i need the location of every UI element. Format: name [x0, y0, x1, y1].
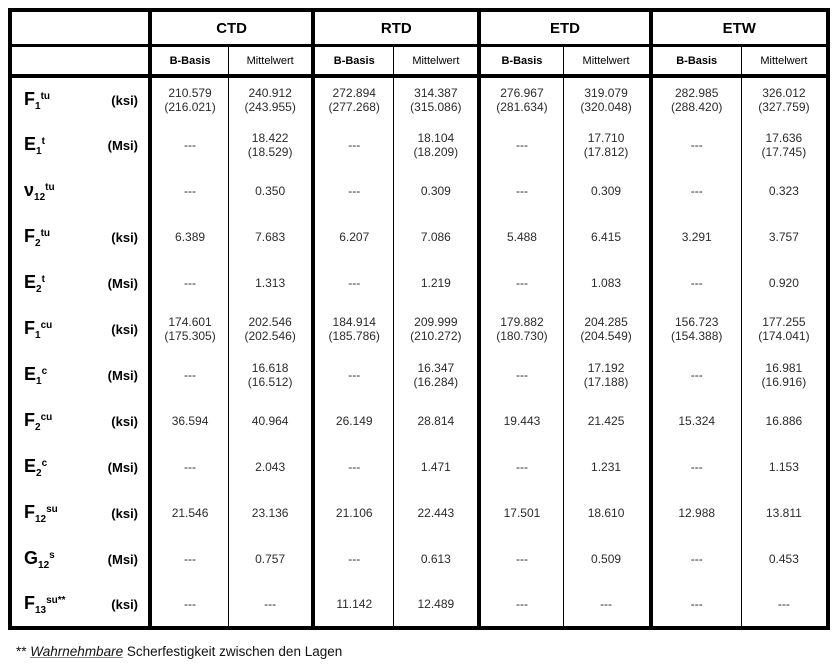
col-header-b-basis: B-Basis: [150, 46, 229, 77]
property-unit: (ksi): [111, 92, 139, 108]
property-unit: (Msi): [107, 275, 139, 291]
value-cell-rtd-b-basis: ---: [313, 352, 394, 398]
group-header-row: [10, 10, 828, 46]
value-cell-etw-b-basis: ---: [651, 168, 742, 214]
value-cell-etw-mittelwert: 0.453: [768, 552, 799, 566]
value-cell-etd-mittelwert: 204.285 (204.549): [563, 306, 651, 352]
value-cell-rtd-mittelwert: 1.471: [394, 444, 480, 490]
value-cell-rtd-b-basis: ---: [313, 260, 394, 306]
property-symbol: $E_2^t$: [24, 271, 45, 295]
value-cell-etw-b-basis: 156.723 (154.388): [651, 306, 742, 352]
value-cell-rtd-mittelwert: 22.443: [394, 490, 480, 536]
row-label: [10, 76, 150, 122]
value-cell-etw-b-basis: ---: [651, 352, 742, 398]
value-cell-etd-mittelwert: 0.509: [563, 536, 651, 582]
value-cell-ctd-b-basis: 6.389: [150, 214, 229, 260]
material-properties-table: [8, 8, 830, 630]
property-symbol: $F_1^{tu}$: [24, 88, 51, 112]
value-cell-etd-b-basis: 5.488: [479, 214, 563, 260]
value-cell-etd-mittelwert: 17.710 (17.812): [563, 122, 651, 168]
value-cell-ctd-b-basis: ---: [150, 582, 229, 628]
table-row: [10, 122, 828, 168]
value-cell-ctd-b-basis: ---: [150, 122, 229, 168]
table-row: [10, 168, 828, 214]
value-cell-etw-mittelwert: 326.012 (327.759): [758, 86, 810, 114]
value-cell-rtd-b-basis: ---: [313, 536, 394, 582]
property-unit: (Msi): [107, 459, 139, 475]
col-header-mittelwert: Mittelwert: [563, 46, 651, 77]
table-body: [10, 76, 828, 628]
value-cell-ctd-b-basis: ---: [150, 444, 229, 490]
value-cell-etd-mittelwert: 0.309: [563, 168, 651, 214]
col-header-b-basis: B-Basis: [479, 46, 563, 77]
value-cell-rtd-mittelwert: 209.999 (210.272): [394, 306, 480, 352]
table-row: [10, 490, 828, 536]
footnote-emphasis: Wahrnehmbare: [30, 644, 124, 659]
property-symbol: $E_1^t$: [24, 133, 45, 157]
row-label: [10, 398, 150, 444]
value-cell-etw-b-basis: 15.324: [651, 398, 742, 444]
value-cell-ctd-mittelwert: 7.683: [229, 214, 314, 260]
value-cell-ctd-b-basis: 174.601 (175.305): [150, 306, 229, 352]
value-cell-rtd-b-basis: 272.894 (277.268): [313, 76, 394, 122]
table-row: [10, 352, 828, 398]
value-cell-etw-b-basis: ---: [651, 536, 742, 582]
col-header-b-basis: B-Basis: [651, 46, 742, 77]
value-cell-etw-mittelwert: 0.920: [768, 276, 799, 290]
property-unit: (Msi): [107, 367, 139, 383]
value-cell-ctd-mittelwert: ---: [229, 582, 314, 628]
value-cell-ctd-mittelwert: 18.422 (18.529): [229, 122, 314, 168]
value-cell-etd-b-basis: ---: [479, 352, 563, 398]
property-symbol: $E_1^c$: [24, 363, 48, 387]
value-cell-etw-b-basis: 3.291: [651, 214, 742, 260]
value-cell-etd-mittelwert: 319.079 (320.048): [563, 76, 651, 122]
table-row: [10, 582, 828, 628]
group-header-ctd: CTD: [150, 10, 313, 46]
row-label: [10, 490, 150, 536]
table-row: [10, 306, 828, 352]
value-cell-etd-b-basis: ---: [479, 122, 563, 168]
col-header-b-basis: B-Basis: [313, 46, 394, 77]
value-cell-rtd-b-basis: 21.106: [313, 490, 394, 536]
value-cell-etw-mittelwert: 17.636 (17.745): [761, 131, 807, 159]
property-symbol: $E_2^c$: [24, 455, 48, 479]
value-cell-ctd-mittelwert: 1.313: [229, 260, 314, 306]
value-cell-etw-b-basis: ---: [651, 260, 742, 306]
value-cell-etd-mittelwert: 1.083: [563, 260, 651, 306]
value-cell-etd-b-basis: 17.501: [479, 490, 563, 536]
property-unit: (ksi): [111, 229, 139, 245]
row-label: [10, 536, 150, 582]
value-cell-etd-b-basis: 19.443: [479, 398, 563, 444]
value-cell-etw-mittelwert: 0.323: [768, 184, 799, 198]
value-cell-etw-mittelwert: 1.153: [768, 460, 799, 474]
value-cell-etd-b-basis: 179.882 (180.730): [479, 306, 563, 352]
value-cell-etw-mittelwert: 177.255 (174.041): [758, 315, 810, 343]
value-cell-ctd-mittelwert: 0.757: [229, 536, 314, 582]
col-header-mittelwert: Mittelwert: [394, 46, 480, 77]
value-cell-etd-mittelwert: 18.610: [563, 490, 651, 536]
value-cell-etw-mittelwert: 16.886: [765, 414, 803, 428]
value-cell-ctd-mittelwert: 16.618 (16.512): [229, 352, 314, 398]
row-label: [10, 306, 150, 352]
value-cell-rtd-b-basis: ---: [313, 444, 394, 490]
footnote-text: Scherfestigkeit zwischen den Lagen: [126, 644, 343, 659]
value-cell-ctd-b-basis: ---: [150, 536, 229, 582]
property-symbol: $F_{13}^{su**}$: [24, 592, 66, 616]
value-cell-etd-mittelwert: ---: [563, 582, 651, 628]
row-label: [10, 214, 150, 260]
value-cell-etw-b-basis: ---: [651, 582, 742, 628]
property-symbol: $F_2^{tu}$: [24, 225, 51, 249]
value-cell-etd-mittelwert: 17.192 (17.188): [563, 352, 651, 398]
value-cell-ctd-b-basis: 36.594: [150, 398, 229, 444]
property-symbol: $\nu_{12}^{tu}$: [24, 179, 55, 203]
property-unit: (ksi): [111, 321, 139, 337]
value-cell-rtd-mittelwert: 0.613: [394, 536, 480, 582]
value-cell-ctd-mittelwert: 23.136: [229, 490, 314, 536]
value-cell-rtd-mittelwert: 1.219: [394, 260, 480, 306]
table-row: [10, 398, 828, 444]
value-cell-rtd-b-basis: ---: [313, 168, 394, 214]
property-symbol: $F_1^{cu}$: [24, 317, 53, 341]
table-row: [10, 536, 828, 582]
row-label: [10, 168, 150, 214]
value-cell-rtd-b-basis: 184.914 (185.786): [313, 306, 394, 352]
value-cell-ctd-mittelwert: 202.546 (202.546): [229, 306, 314, 352]
value-cell-etd-b-basis: ---: [479, 536, 563, 582]
value-cell-etd-mittelwert: 1.231: [563, 444, 651, 490]
row-label: [10, 582, 150, 628]
value-cell-rtd-b-basis: 11.142: [313, 582, 394, 628]
value-cell-etw-b-basis: ---: [651, 122, 742, 168]
row-label: [10, 352, 150, 398]
property-symbol: $F_2^{cu}$: [24, 409, 53, 433]
property-unit: (ksi): [111, 596, 139, 612]
group-header-etd: ETD: [479, 10, 650, 46]
value-cell-etw-mittelwert: 3.757: [768, 230, 799, 244]
col-header-mittelwert: Mittelwert: [741, 46, 828, 77]
value-cell-ctd-mittelwert: 0.350: [229, 168, 314, 214]
value-cell-ctd-mittelwert: 240.912 (243.955): [229, 76, 314, 122]
row-label: [10, 122, 150, 168]
value-cell-rtd-mittelwert: 12.489: [394, 582, 480, 628]
value-cell-rtd-b-basis: 26.149: [313, 398, 394, 444]
footnote: [16, 644, 342, 659]
row-label: [10, 444, 150, 490]
value-cell-rtd-mittelwert: 16.347 (16.284): [394, 352, 480, 398]
value-cell-etw-b-basis: 282.985 (288.420): [651, 76, 742, 122]
corner-cell: [10, 10, 150, 46]
value-cell-ctd-b-basis: ---: [150, 352, 229, 398]
property-unit: (Msi): [107, 551, 139, 567]
table-row: [10, 444, 828, 490]
row-label: [10, 260, 150, 306]
value-cell-etd-b-basis: ---: [479, 582, 563, 628]
value-cell-ctd-b-basis: 210.579 (216.021): [150, 76, 229, 122]
group-header-rtd: RTD: [313, 10, 479, 46]
value-cell-etd-b-basis: ---: [479, 444, 563, 490]
value-cell-etd-b-basis: ---: [479, 260, 563, 306]
footnote-marker: **: [16, 644, 27, 659]
property-unit: (ksi): [111, 413, 139, 429]
value-cell-etw-mittelwert: 13.811: [765, 506, 802, 520]
value-cell-etd-b-basis: 276.967 (281.634): [479, 76, 563, 122]
value-cell-etd-b-basis: ---: [479, 168, 563, 214]
value-cell-rtd-mittelwert: 0.309: [394, 168, 480, 214]
value-cell-rtd-mittelwert: 314.387 (315.086): [394, 76, 480, 122]
table-row: [10, 260, 828, 306]
value-cell-etw-mittelwert: 16.981 (16.916): [761, 361, 807, 389]
corner-cell: [10, 46, 150, 77]
value-cell-rtd-mittelwert: 18.104 (18.209): [394, 122, 480, 168]
value-cell-ctd-b-basis: 21.546: [150, 490, 229, 536]
table-row: [10, 76, 828, 122]
value-cell-etw-b-basis: 12.988: [651, 490, 742, 536]
value-cell-rtd-mittelwert: 28.814: [394, 398, 480, 444]
value-cell-ctd-b-basis: ---: [150, 260, 229, 306]
value-cell-rtd-b-basis: 6.207: [313, 214, 394, 260]
property-unit: (Msi): [107, 137, 139, 153]
group-header-etw: ETW: [651, 10, 828, 46]
sub-header-row: [10, 46, 828, 77]
property-unit: (ksi): [111, 505, 139, 521]
value-cell-rtd-mittelwert: 7.086: [394, 214, 480, 260]
value-cell-ctd-mittelwert: 40.964: [229, 398, 314, 444]
value-cell-ctd-b-basis: ---: [150, 168, 229, 214]
value-cell-ctd-mittelwert: 2.043: [229, 444, 314, 490]
property-symbol: $F_{12}^{su}$: [24, 501, 58, 525]
value-cell-etw-b-basis: ---: [651, 444, 742, 490]
value-cell-etd-mittelwert: 21.425: [563, 398, 651, 444]
table-row: [10, 214, 828, 260]
value-cell-rtd-b-basis: ---: [313, 122, 394, 168]
value-cell-etw-mittelwert: ---: [777, 597, 790, 611]
value-cell-etd-mittelwert: 6.415: [563, 214, 651, 260]
property-symbol: $G_{12}^s$: [24, 547, 55, 571]
col-header-mittelwert: Mittelwert: [229, 46, 314, 77]
